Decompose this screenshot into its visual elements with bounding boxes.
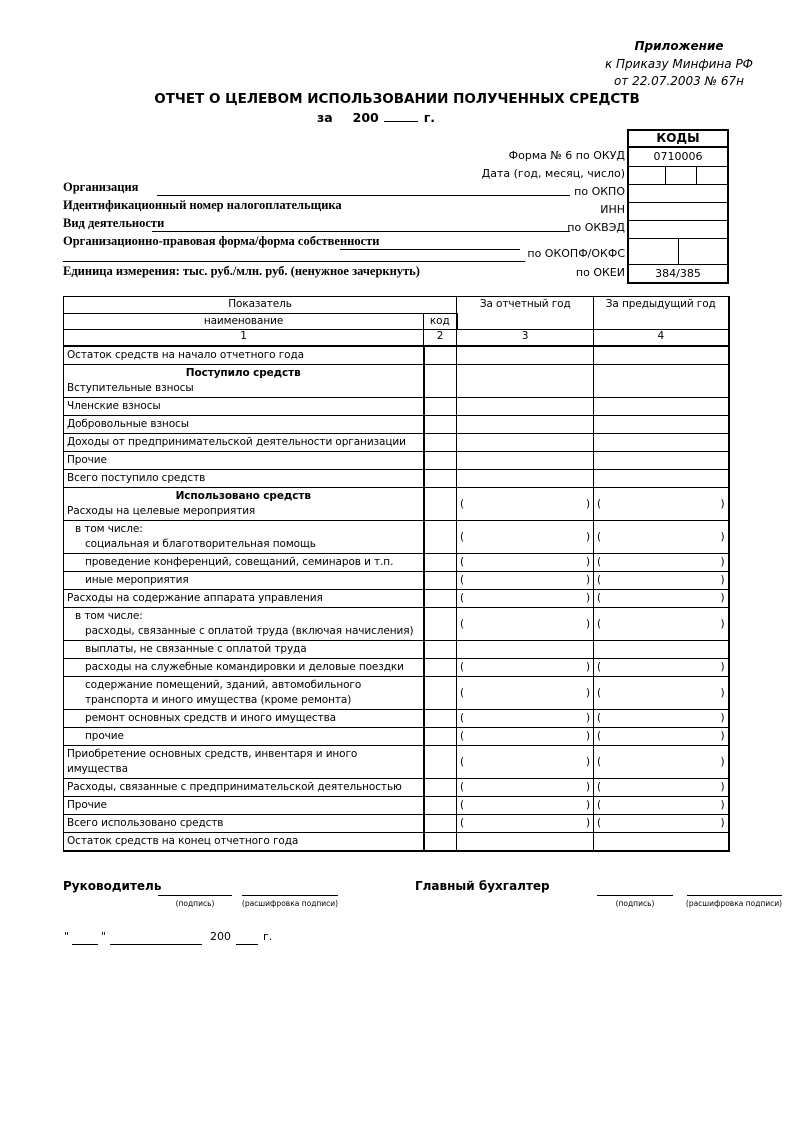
row-code-cell[interactable] [424, 346, 457, 365]
row-report-year-cell[interactable]: ( ) [457, 658, 594, 676]
okfs-cell[interactable] [678, 239, 727, 264]
row-code-cell[interactable] [424, 520, 457, 553]
table-row [64, 727, 729, 745]
head-signature-label: Руководитель [63, 879, 162, 893]
period-year-blank[interactable] [384, 109, 418, 122]
row-name-cell: Приобретение основных средств, инвентаря и иного имущества [64, 745, 424, 778]
row-prev-year-cell[interactable] [594, 397, 729, 415]
accountant-sign-blank[interactable] [597, 895, 673, 896]
table-row [64, 469, 729, 487]
row-report-year-cell[interactable] [457, 433, 594, 451]
row-code-cell[interactable] [424, 640, 457, 658]
table-row [64, 658, 729, 676]
date-month-blank[interactable] [110, 944, 202, 945]
colnum-2: 2 [424, 330, 457, 346]
row-report-year-cell[interactable]: ( ) [457, 709, 594, 727]
table-row [64, 451, 729, 469]
table-row [64, 745, 729, 778]
table-row [64, 832, 729, 851]
period-suffix: г. [423, 110, 436, 125]
row-name-cell: прочие [64, 727, 424, 745]
inn-label: Идентификационный номер налогоплательщика [63, 198, 342, 212]
date-cell-year[interactable] [629, 167, 665, 184]
row-prev-year-cell[interactable]: ( ) [594, 745, 729, 778]
okpo-cell[interactable] [629, 185, 727, 202]
row-prev-year-cell[interactable] [594, 346, 729, 365]
colnum-1: 1 [64, 330, 424, 346]
period-prefix: за [316, 110, 333, 125]
row-name-cell: ремонт основных средств и иного имущества [64, 709, 424, 727]
activity-blank[interactable] [152, 231, 570, 232]
row-report-year-cell[interactable] [457, 397, 594, 415]
row-code-cell[interactable] [424, 832, 457, 851]
row-name-cell: содержание помещений, зданий, автомобильного транспорта и иного имущества (кроме ремонта) [64, 676, 424, 709]
row-code-cell[interactable] [424, 658, 457, 676]
row-prev-year-cell[interactable]: ( ) [594, 658, 729, 676]
table-row [64, 640, 729, 658]
label-date: Дата (год, месяц, число) [481, 167, 625, 180]
row-report-year-cell[interactable]: ( ) [457, 487, 594, 520]
row-prev-year-cell[interactable]: ( ) [594, 607, 729, 640]
table-row [64, 709, 729, 727]
row-code-cell[interactable] [424, 607, 457, 640]
row-prev-year-cell[interactable]: ( ) [594, 814, 729, 832]
table-row [64, 589, 729, 607]
row-name-cell: Добровольные взносы [64, 415, 424, 433]
row-report-year-cell[interactable]: ( ) [457, 676, 594, 709]
period-year: 200 [352, 110, 379, 125]
row-prev-year-cell[interactable]: ( ) [594, 676, 729, 709]
row-prev-year-cell[interactable]: ( ) [594, 487, 729, 520]
row-report-year-cell[interactable]: ( ) [457, 796, 594, 814]
row-name-cell: Расходы, связанные с предпринимательской деятельностью [64, 778, 424, 796]
row-prev-year-cell[interactable] [594, 415, 729, 433]
label-okopf: по ОКОПФ/ОКФС [527, 247, 625, 260]
okved-cell[interactable] [629, 221, 727, 238]
legal-form-blank2[interactable] [63, 261, 525, 262]
table-row [64, 415, 729, 433]
row-report-year-cell[interactable] [457, 832, 594, 851]
row-code-cell[interactable] [424, 433, 457, 451]
codes-box-header: КОДЫ [627, 129, 729, 148]
row-name-cell: Всего поступило средств [64, 469, 424, 487]
row-code-cell[interactable] [424, 553, 457, 571]
row-report-year-cell[interactable]: ( ) [457, 607, 594, 640]
row-code-cell[interactable] [424, 676, 457, 709]
appendix-note [574, 38, 784, 91]
row-report-year-cell[interactable] [457, 451, 594, 469]
row-report-year-cell[interactable] [457, 415, 594, 433]
row-code-cell[interactable] [424, 415, 457, 433]
appendix-line2: к Приказу Минфина РФ [604, 56, 754, 71]
row-prev-year-cell[interactable] [594, 832, 729, 851]
row-code-cell[interactable] [424, 571, 457, 589]
row-prev-year-cell[interactable] [594, 640, 729, 658]
table-row [64, 520, 729, 553]
okud-value-cell: 0710006 [653, 150, 703, 163]
colnum-3: 3 [457, 330, 594, 346]
table-row [64, 607, 729, 640]
head-sign-blank[interactable] [158, 895, 232, 896]
row-report-year-cell[interactable] [457, 346, 594, 365]
row-prev-year-cell[interactable] [594, 451, 729, 469]
appendix-line3: от 22.07.2003 № 67н [613, 74, 745, 88]
accountant-sign-caption: (подпись) [615, 899, 655, 908]
row-prev-year-cell[interactable]: ( ) [594, 709, 729, 727]
table-row [64, 346, 729, 365]
row-report-year-cell[interactable]: ( ) [457, 814, 594, 832]
form-title: ОТЧЕТ О ЦЕЛЕВОМ ИСПОЛЬЗОВАНИИ ПОЛУЧЕННЫХ СРЕДСТВ [154, 91, 640, 107]
row-prev-year-cell[interactable]: ( ) [594, 553, 729, 571]
row-name-cell: иные мероприятия [64, 571, 424, 589]
codes-box [627, 146, 729, 284]
organization-label: Организация [63, 180, 139, 194]
header-prev-year: За предыдущий год [594, 297, 729, 330]
row-code-cell[interactable] [424, 814, 457, 832]
row-name-cell: Использовано средств Расходы на целевые мероприятия [64, 487, 424, 520]
date-quote-open: " [64, 930, 70, 943]
organization-blank[interactable] [157, 195, 570, 196]
inn-cell[interactable] [629, 203, 727, 220]
head-sign-decode-blank[interactable] [242, 895, 338, 896]
okopf-cell[interactable] [629, 239, 678, 264]
date-year-suffix: г. [263, 930, 273, 943]
row-code-cell[interactable] [424, 709, 457, 727]
activity-label: Вид деятельности [63, 216, 165, 230]
table-row [64, 487, 729, 520]
date-cell-day[interactable] [696, 167, 727, 184]
row-code-cell[interactable] [424, 589, 457, 607]
row-report-year-cell[interactable] [457, 469, 594, 487]
row-name-cell: Всего использовано средств [64, 814, 424, 832]
row-code-cell[interactable] [424, 727, 457, 745]
label-okei: по ОКЕИ [575, 266, 625, 279]
date-day-blank[interactable] [72, 944, 98, 945]
table-row [64, 553, 729, 571]
unit-label: Единица измерения: тыс. руб./млн. руб. (ненужное зачеркнуть) [63, 264, 420, 278]
row-name-cell: в том числе: социальная и благотворительная помощь [64, 520, 424, 553]
row-code-cell[interactable] [424, 487, 457, 520]
head-sign-decode-caption: (расшифровка подписи) [241, 899, 339, 908]
appendix-line1: Приложение [634, 39, 724, 53]
label-okved: по ОКВЭД [567, 221, 625, 234]
accountant-sign-decode-blank[interactable] [687, 895, 782, 896]
row-report-year-cell[interactable]: ( ) [457, 727, 594, 745]
row-name-cell: в том числе: расходы, связанные с оплатой труда (включая начисления) [64, 607, 424, 640]
row-prev-year-cell[interactable] [594, 469, 729, 487]
row-name-cell: выплаты, не связанные с оплатой труда [64, 640, 424, 658]
date-cell-month[interactable] [665, 167, 696, 184]
row-name-cell: Прочие [64, 451, 424, 469]
row-name-cell: Членские взносы [64, 397, 424, 415]
row-report-year-cell[interactable]: ( ) [457, 571, 594, 589]
row-report-year-cell[interactable] [457, 640, 594, 658]
header-code: код [424, 314, 457, 330]
table-row [64, 676, 729, 709]
table-row [64, 778, 729, 796]
date-quote-close: " [101, 930, 107, 943]
row-code-cell[interactable] [424, 745, 457, 778]
accountant-signature-label: Главный бухгалтер [415, 879, 550, 893]
legal-form-blank[interactable] [340, 249, 520, 250]
row-report-year-cell[interactable] [457, 364, 594, 397]
row-report-year-cell[interactable]: ( ) [457, 589, 594, 607]
row-report-year-cell[interactable]: ( ) [457, 553, 594, 571]
period-line [0, 109, 794, 125]
row-name-cell: Поступило средств Вступительные взносы [64, 364, 424, 397]
table-row [64, 433, 729, 451]
row-name-cell: Прочие [64, 796, 424, 814]
row-prev-year-cell[interactable]: ( ) [594, 796, 729, 814]
okei-value-cell: 384/385 [655, 267, 701, 280]
accountant-sign-decode-caption: (расшифровка подписи) [685, 899, 783, 908]
table-row [64, 571, 729, 589]
row-report-year-cell[interactable]: ( ) [457, 745, 594, 778]
table-row [64, 364, 729, 397]
report-table-body [64, 346, 729, 851]
row-prev-year-cell[interactable] [594, 364, 729, 397]
legal-form-label: Организационно-правовая форма/форма собственности [63, 234, 380, 248]
header-name: наименование [64, 314, 424, 330]
header-report-year: За отчетный год [457, 297, 594, 330]
label-okpo: по ОКПО [574, 185, 625, 198]
row-report-year-cell[interactable]: ( ) [457, 520, 594, 553]
row-name-cell: расходы на служебные командировки и деловые поездки [64, 658, 424, 676]
row-code-cell[interactable] [424, 469, 457, 487]
row-code-cell[interactable] [424, 397, 457, 415]
row-prev-year-cell[interactable]: ( ) [594, 571, 729, 589]
row-prev-year-cell[interactable]: ( ) [594, 778, 729, 796]
report-table [63, 296, 730, 852]
date-year-blank[interactable] [236, 944, 258, 945]
head-sign-caption: (подпись) [175, 899, 215, 908]
row-name-cell: Расходы на содержание аппарата управления [64, 589, 424, 607]
row-prev-year-cell[interactable]: ( ) [594, 520, 729, 553]
row-name-cell: Доходы от предпринимательской деятельности организации [64, 433, 424, 451]
row-code-cell[interactable] [424, 796, 457, 814]
row-prev-year-cell[interactable] [594, 433, 729, 451]
row-code-cell[interactable] [424, 778, 457, 796]
date-year-prefix: 200 [210, 930, 231, 943]
okopf-cells[interactable] [629, 238, 727, 264]
row-prev-year-cell[interactable]: ( ) [594, 589, 729, 607]
table-row [64, 796, 729, 814]
header-indicator: Показатель [64, 297, 457, 314]
date-cells[interactable] [629, 166, 727, 184]
row-prev-year-cell[interactable]: ( ) [594, 727, 729, 745]
row-code-cell[interactable] [424, 364, 457, 397]
row-report-year-cell[interactable]: ( ) [457, 778, 594, 796]
table-row [64, 814, 729, 832]
table-row [64, 397, 729, 415]
label-inn: ИНН [600, 203, 625, 216]
row-name-cell: проведение конференций, совещаний, семинаров и т.п. [64, 553, 424, 571]
row-name-cell: Остаток средств на конец отчетного года [64, 832, 424, 851]
row-name-cell: Остаток средств на начало отчетного года [64, 346, 424, 365]
colnum-4: 4 [594, 330, 729, 346]
row-code-cell[interactable] [424, 451, 457, 469]
label-okud: Форма № 6 по ОКУД [508, 149, 625, 162]
